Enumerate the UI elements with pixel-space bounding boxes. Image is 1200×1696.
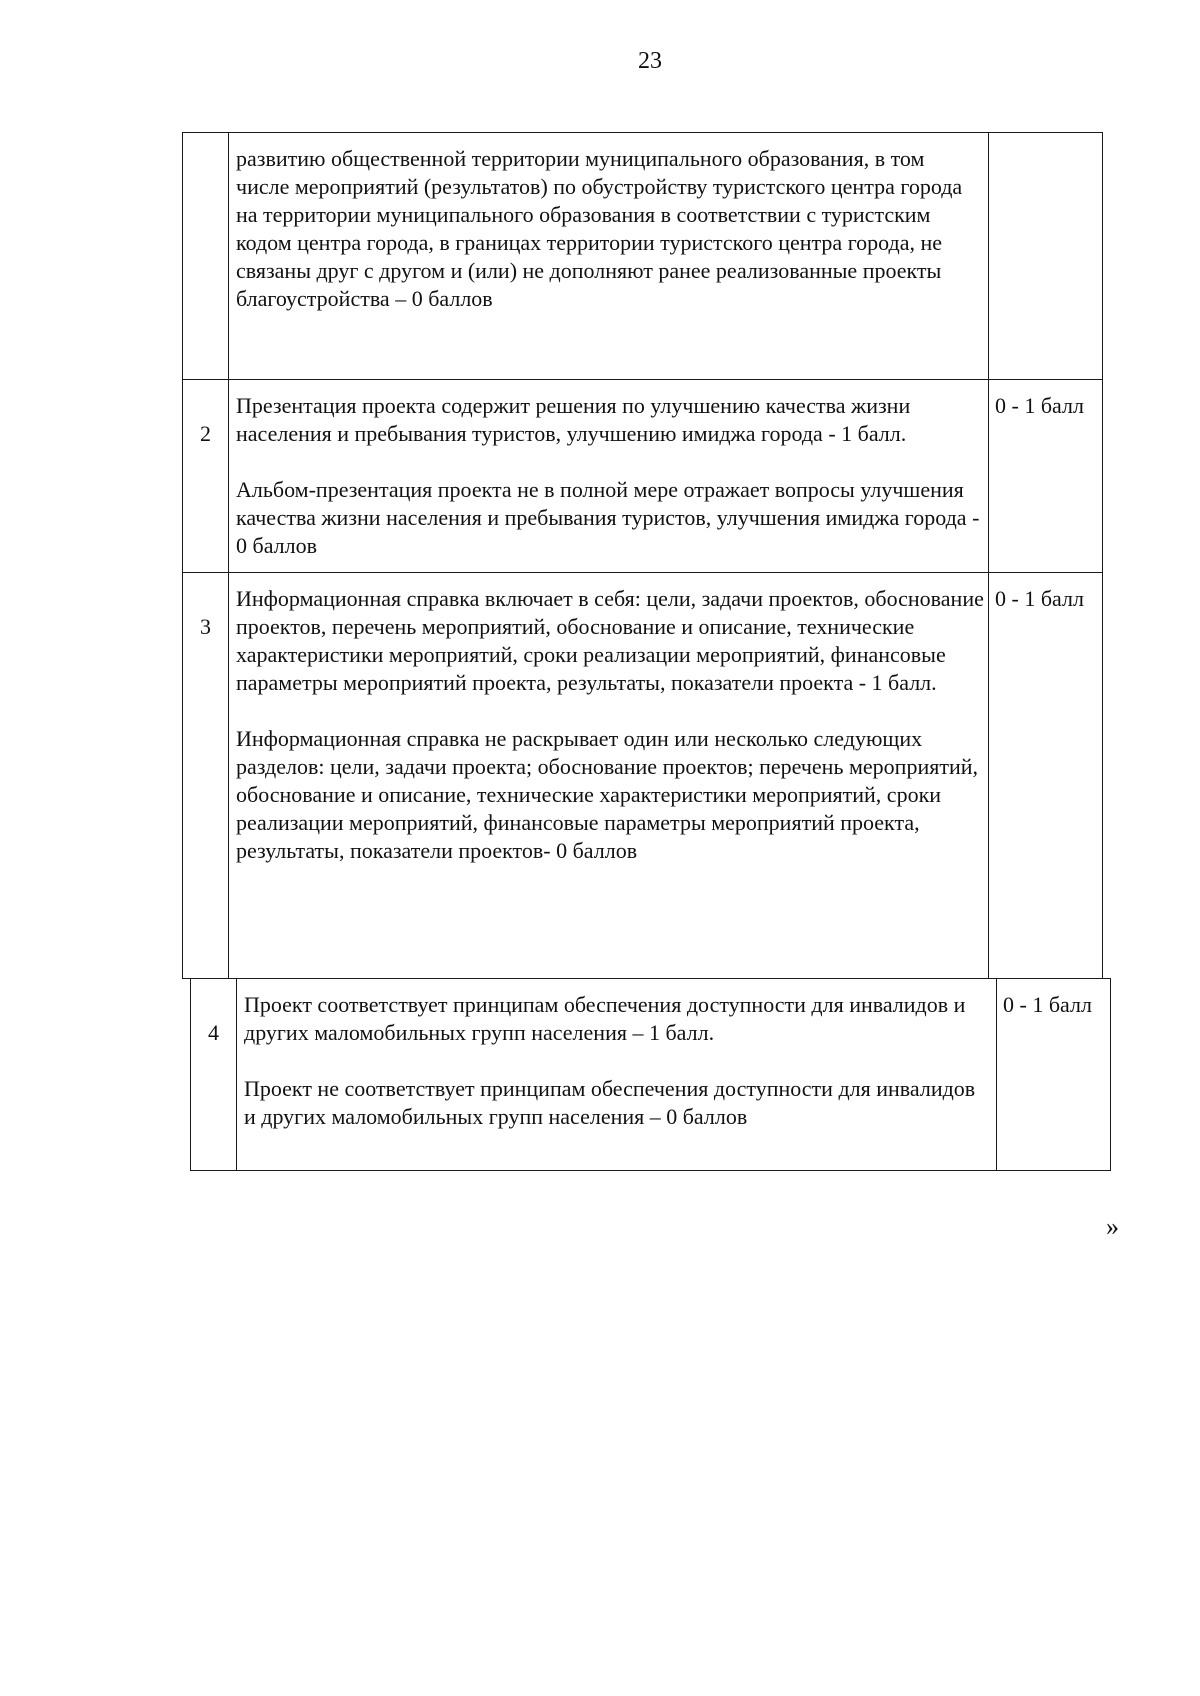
- table-row: [183, 573, 1103, 979]
- row-number: 2: [200, 421, 211, 446]
- row-number: 4: [208, 1020, 219, 1045]
- row-score: 0 - 1 балл: [1003, 992, 1092, 1017]
- row-score-cell: [989, 133, 1103, 380]
- criteria-table-upper: [182, 132, 1103, 979]
- criterion-paragraph: развитию общественной территории муниципального образования, в том числе мероприятий (результатов) по обустройству туристского центра города на территории муниципального образования в соответствии с туристским кодом центра города, в границах территории туристского центра города, не связаны друг с другом и (или) не дополняют ранее реализованные проекты благоустройства – 0 баллов: [236, 146, 963, 311]
- criterion-paragraph: Проект не соответствует принципам обеспечения доступности для инвалидов и других маломобильных групп населения – 0 баллов: [244, 1076, 976, 1129]
- row-number-cell: [191, 979, 237, 1171]
- row-description-cell: [229, 380, 989, 573]
- row-score-cell: [997, 979, 1111, 1171]
- criteria-table-lower: [190, 978, 1111, 1171]
- row-number-cell: [183, 573, 229, 979]
- page-number: 23: [638, 48, 662, 74]
- table-row: [191, 979, 1111, 1171]
- criterion-paragraph: Проект соответствует принципам обеспечения доступности для инвалидов и других маломобильных групп населения – 1 балл.: [244, 992, 966, 1045]
- table-row: [183, 133, 1103, 380]
- closing-quote: »: [1106, 1212, 1119, 1241]
- criterion-paragraph: Информационная справка включает в себя: цели, задачи проектов, обоснование проектов, перечень мероприятий, обоснование и описание, технические характеристики мероприятий, сроки реализации мероприятий, финансовые параметры мероприятий проекта, результаты, показатели проекта - 1 балл.: [236, 586, 984, 695]
- row-description-cell: [229, 573, 989, 979]
- row-score: 0 - 1 балл: [995, 393, 1084, 418]
- row-number: 3: [200, 614, 211, 639]
- criterion-paragraph: Презентация проекта содержит решения по улучшению качества жизни населения и пребывания туристов, улучшению имиджа города - 1 балл.: [236, 393, 911, 446]
- row-score-cell: [989, 573, 1103, 979]
- table-row: [183, 380, 1103, 573]
- row-description-cell: [237, 979, 997, 1171]
- row-score-cell: [989, 380, 1103, 573]
- criterion-paragraph: Альбом-презентация проекта не в полной мере отражает вопросы улучшения качества жизни населения и пребывания туристов, улучшения имиджа города - 0 баллов: [236, 477, 980, 558]
- row-number-cell: [183, 133, 229, 380]
- row-description-cell: [229, 133, 989, 380]
- row-number-cell: [183, 380, 229, 573]
- row-score: 0 - 1 балл: [995, 586, 1084, 611]
- criterion-paragraph: Информационная справка не раскрывает один или несколько следующих разделов: цели, задачи проекта; обоснование проектов; перечень мероприятий, обоснование и описание, технические характеристики мероприятий, сроки реализации мероприятий, финансовые параметры мероприятий проекта, результаты, показатели проектов- 0 баллов: [236, 726, 979, 863]
